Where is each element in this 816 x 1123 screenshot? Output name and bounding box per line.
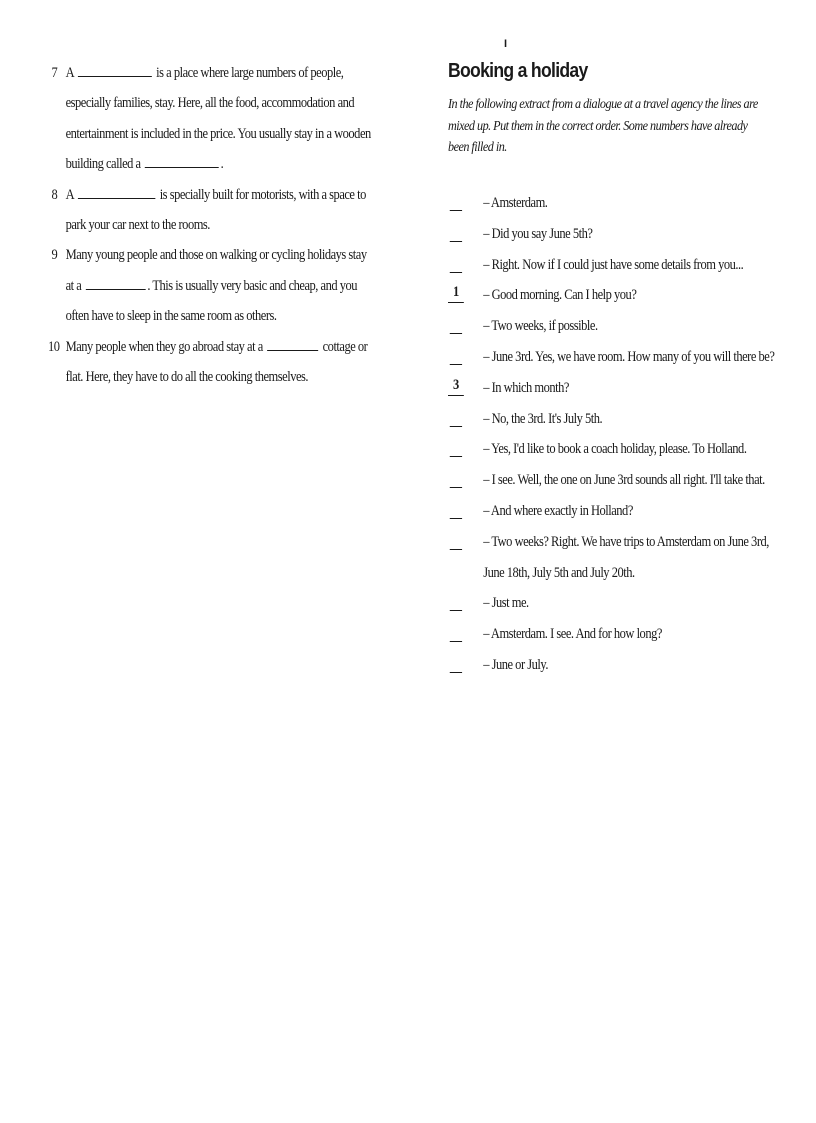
question-number: 7 — [51, 65, 58, 81]
dialogue-line — [448, 496, 782, 527]
order-number-slot[interactable]: 1 — [448, 280, 464, 303]
question-text-b: is a place where large numbers of people, especially families, stay. Here, all the food, accommodation and entertainment is included in the price. You usually stay in a wooden building called a — [65, 65, 371, 173]
question-text-b: . This is usually very basic and cheap, and you often have to sleep in the same room as others. — [65, 277, 358, 325]
page-mark: I — [504, 38, 508, 50]
dialogue-line-text: – Amsterdam. I see. And for how long? — [483, 626, 662, 643]
question-9 — [48, 240, 375, 331]
question-text-a: A — [65, 65, 74, 81]
answer-blank[interactable] — [267, 349, 318, 351]
question-text-a: Many young people and those on walking or cycling holidays stay at a — [65, 247, 367, 294]
dialogue-line — [448, 404, 782, 435]
dialogue-line-text: – And where exactly in Holland? — [483, 502, 633, 519]
dialogue-line — [448, 311, 782, 342]
dialogue-line-text: – I see. Well, the one on June 3rd sounds all right. I'll take that. — [483, 472, 765, 489]
dialogue-line-text: – June 3rd. Yes, we have room. How many of you will there be? — [483, 348, 775, 365]
dialogue-line — [448, 250, 782, 281]
dialogue-line — [448, 280, 782, 311]
answer-blank[interactable] — [145, 166, 219, 168]
dialogue-line-text: – Good morning. Can I help you? — [483, 287, 637, 304]
dialogue-line — [448, 188, 782, 219]
question-8 — [48, 180, 375, 241]
answer-blank[interactable] — [78, 197, 155, 199]
dialogue-line-text: – In which month? — [483, 379, 569, 396]
dialogue-line — [448, 465, 782, 496]
dialogue-line — [448, 373, 782, 404]
question-number: 10 — [48, 338, 60, 355]
dialogue-line-text: – No, the 3rd. It's July 5th. — [483, 410, 603, 427]
dialogue-lines — [448, 188, 782, 681]
dialogue-line-text: – Right. Now if I could just have some details from you... — [483, 256, 744, 273]
answer-blank[interactable] — [86, 288, 146, 290]
dialogue-line — [448, 619, 782, 650]
question-10 — [48, 332, 375, 393]
question-text-a: Many people when they go abroad stay at a — [65, 338, 263, 355]
question-text-c: . — [220, 156, 224, 173]
question-number: 8 — [51, 186, 58, 203]
dialogue-line — [448, 588, 782, 619]
dialogue-line-text: – June or July. — [483, 656, 548, 673]
dialogue-line-text: – Just me. — [483, 595, 529, 612]
question-text-b: cottage or flat. Here, they have to do all the cooking themselves. — [65, 338, 368, 386]
question-text-b: is specially built for motorists, with a space to park your car next to the rooms. — [65, 186, 366, 234]
question-number: 9 — [51, 247, 58, 264]
question-7 — [48, 58, 375, 180]
exercise-questions — [48, 58, 375, 392]
answer-blank[interactable] — [78, 75, 152, 77]
question-text-a: A — [65, 186, 74, 203]
dialogue-line-text: – Two weeks, if possible. — [483, 318, 598, 335]
dialogue-line — [448, 219, 782, 250]
dialogue-line-text: – Two weeks? Right. We have trips to Amsterdam on June 3rd, June 18th, July 5th and July 20th. — [483, 533, 769, 581]
dialogue-line-text: – Amsterdam. — [483, 195, 548, 211]
dialogue-line — [448, 342, 782, 373]
dialogue-line — [448, 527, 782, 589]
exercise-instructions: In the following extract from a dialogue at a travel agency the lines are mixed up. Put them in the correct order. Some numbers have already been filled in. — [448, 97, 758, 155]
dialogue-line-text: – Did you say June 5th? — [483, 225, 593, 242]
dialogue-line-text: – Yes, I'd like to book a coach holiday, please. To Holland. — [483, 441, 747, 458]
dialogue-line — [448, 650, 782, 681]
exercise-title: Booking a holiday — [448, 60, 588, 82]
dialogue-line — [448, 434, 782, 465]
order-number-slot[interactable]: 3 — [448, 373, 464, 396]
